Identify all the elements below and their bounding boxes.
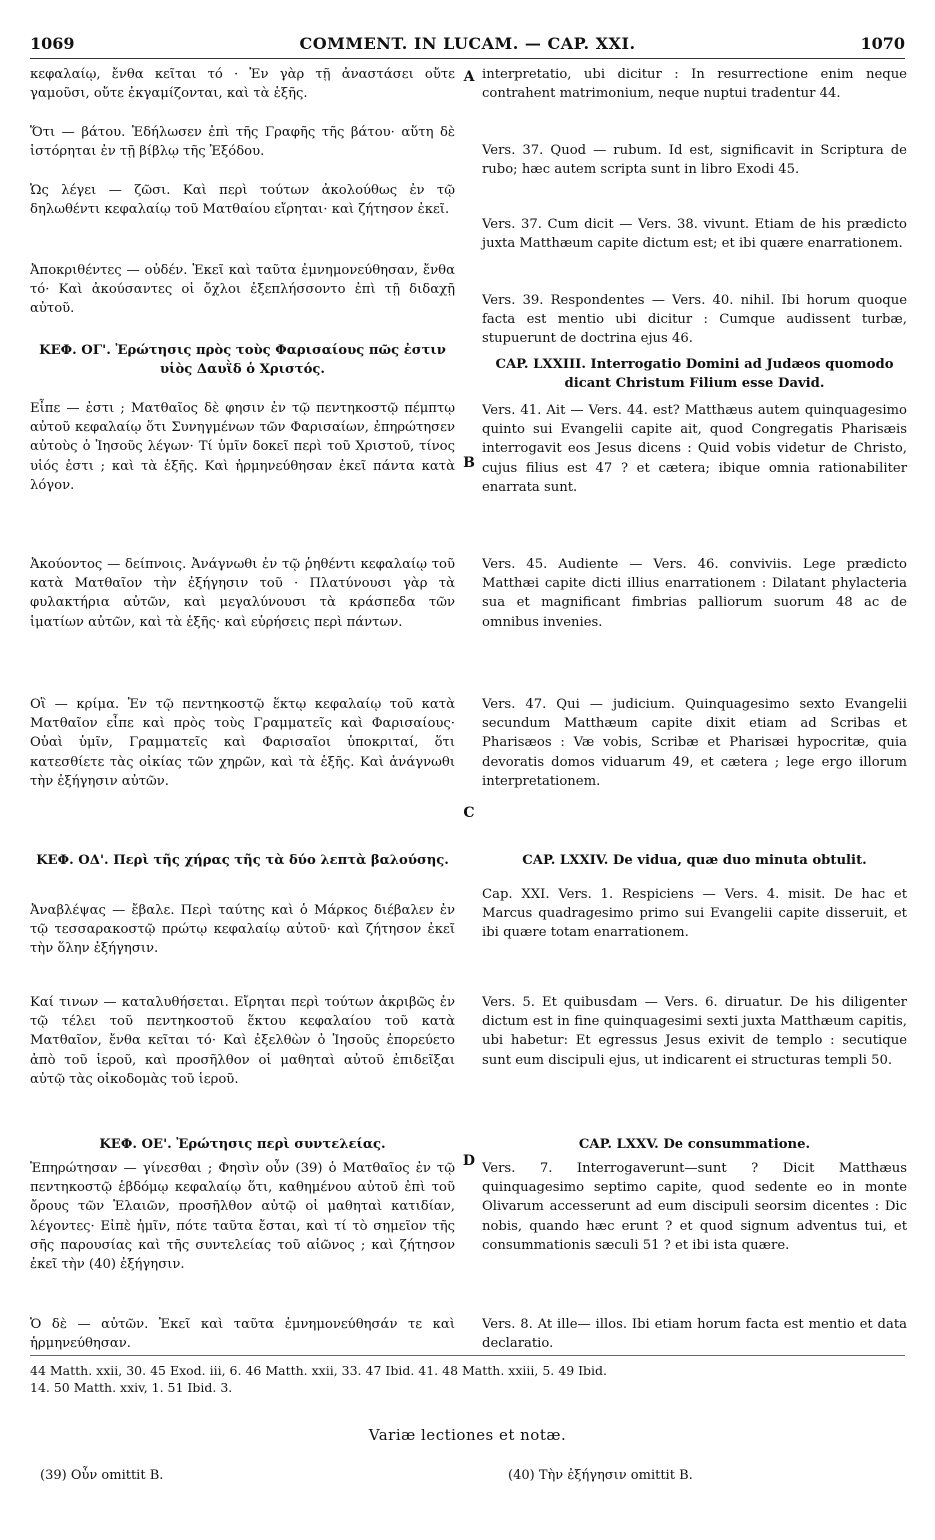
greek-chapter-heading: ΚΕΦ. ΟΔ'. Περὶ τῆς χήρας τῆς τὰ δύο λεπτὰ βαλούσης. (36, 853, 449, 868)
margin-letter-a: A (463, 69, 475, 85)
greek-paragraph: Ὅτι — βάτου. Ἐδήλωσεν ἐπὶ τῆς Γραφῆς τῆς βάτου· αὕτη δὲ ἱστόρηται ἐν τῇ βίβλῳ τῆς Ἐξόδου. (30, 125, 455, 160)
latin-paragraph: interpretatio, ubi dicitur : In resurrectione enim neque contrahent matrimonium, neque nuptui tradentur 44. (482, 67, 907, 102)
margin-letter-c: C (463, 805, 475, 821)
latin-chapter-heading: CAP. LXXV. De consummatione. (578, 1137, 811, 1152)
latin-paragraph: Vers. 8. At ille— illos. Ibi etiam horum facta est mentio et data declaratio. (482, 1317, 907, 1352)
latin-paragraph: Vers. 41. Ait — Vers. 44. est? Matthæus autem quinquagesimo quinto sui Evangelii capite ait, quod Congregatis Pharisæis interrogavit eos Jesus dicens : Quid vobis videtur de Christo, cujus filius est 47 ? et cætera; ibique omnia rationabiliter enarrata sunt. (482, 403, 907, 495)
variant-note-39: (39) Οὖν omittit B. (40, 1468, 164, 1483)
latin-paragraph: Vers. 47. Qui — judicium. Quinquagesimo sexto Evangelii secundum Matthæum capite dixit etiam ad Scribas et Pharisæos : Væ vobis, Scribæ et Pharisæi hypocritæ, quia devoratis domos viduarum 49, et cætera ; lege ergo illorum interpretationem. (482, 697, 907, 789)
latin-paragraph: Vers. 37. Quod — rubum. Id est, significavit in Scriptura de rubo; hæc autem scripta sunt in libro Exodi 45. (482, 143, 907, 178)
greek-paragraph: Οἳ — κρίμα. Ἐν τῷ πεντηκοστῷ ἕκτῳ κεφαλαίῳ τοῦ κατὰ Ματθαῖον εἶπε καὶ πρὸς τοὺς Γραμματεῖς καὶ Φαρισαίους· Οὐαὶ ὑμῖν, Γραμματεῖς καὶ Φαρισαῖοι ὑποκριταί, ὅτι κατεσθίετε τὰς οἰκίας τῶν χηρῶν, καὶ τὰ ἑξῆς. Καὶ ἀνάγνωθι τὴν ἐξήγησιν αὐτῶν. (30, 697, 455, 789)
page-title: COMMENT. IN LUCAM. — CAP. XXI. (299, 34, 636, 53)
variae-lectiones-heading: Variæ lectiones et notæ. (368, 1426, 567, 1444)
greek-paragraph: Ἀναβλέψας — ἔβαλε. Περὶ ταύτης καὶ ὁ Μάρκος διέβαλεν ἐν τῷ τεσσαρακοστῷ πρώτῳ κεφαλαίῳ αὐτοῦ· καὶ ζήτησον ἐκεῖ τὴν ὅλην ἐξήγησιν. (30, 903, 455, 957)
greek-paragraph: Εἶπε — ἐστι ; Ματθαῖος δὲ φησιν ἐν τῷ πεντηκοστῷ πέμπτῳ αὐτοῦ κεφαλαίῳ ὅτι Συνηγμένων τῶν Φαρισαίων, ἐπηρώτησεν αὐτοὺς ὁ Ἰησοῦς λέγων· Τί ὑμῖν δοκεῖ περὶ τοῦ Χριστοῦ, τίνος υἱός ἐστι ; καὶ τὰ ἑξῆς. Καὶ ἡρμηνεύθησαν ἐκεῖ πάντα κατὰ λόγον. (30, 401, 455, 493)
latin-chapter-heading: CAP. LXXIV. De vidua, quæ duo minuta obtulit. (522, 853, 867, 868)
footnote-line: 14. 50 Matth. xxiv, 1. 51 Ibid. 3. (30, 1380, 233, 1395)
greek-paragraph: Ὁ δὲ — αὐτῶν. Ἐκεῖ καὶ ταῦτα ἐμνημονεύθησάν τε καὶ ἡρμηνεύθησαν. (30, 1317, 455, 1352)
latin-paragraph: Vers. 39. Respondentes — Vers. 40. nihil. Ibi horum quoque facta est mentio ubi dicitur : Cumque audissent turbæ, stupuerunt de doctrina ejus 46. (482, 293, 907, 347)
text-columns (30, 65, 905, 1365)
greek-paragraph: Ἐπηρώτησαν — γίνεσθαι ; Φησὶν οὖν (39) ὁ Ματθαῖος ἐν τῷ πεντηκοστῷ ἑβδόμῳ κεφαλαίῳ ὅτι, καθημένου αὐτοῦ ἐπὶ τοῦ ὄρους τῶν Ἐλαιῶν, προσῆλθον αὐτῷ οἱ μαθηταὶ κατιδίαν, λέγοντες· Εἰπὲ ἡμῖν, πότε ταῦτα ἔσται, καὶ τί τὸ σημεῖον τῆς σῆς παρουσίας καὶ τῆς συντελείας τοῦ αἰῶνος ; καὶ ζήτησον ἐκεῖ τὴν (40) ἐξήγησιν. (30, 1161, 455, 1273)
latin-paragraph: Vers. 5. Et quibusdam — Vers. 6. diruatur. De his diligenter dictum est in fine quinquagesimi sexti juxta Matthæum capitis, ubi habetur: Et egressus Jesus exivit de templo : secutique sunt eum discipuli ejus, ut indicarent ei structuras templi 50. (482, 995, 907, 1068)
latin-paragraph: Vers. 7. Interrogaverunt—sunt ? Dicit Matthæus quinquagesimo septimo capite, quod sedente eo in monte Olivarum accesserunt ad eum discipuli seorsim dicentes : Dic nobis, quando hæc erunt ? et quod signum adventus tui, et consummationis sæculi 51 ? et ibi ista quære. (482, 1161, 907, 1253)
greek-chapter-heading: ΚΕΦ. ΟΓ'. Ἐρώτησις πρὸς τοὺς Φαρισαίους πῶς ἐστιν υἱὸς Δαυῒδ ὁ Χριστός. (39, 343, 446, 378)
greek-paragraph: Ὡς λέγει — ζῶσι. Καὶ περὶ τούτων ἀκολούθως ἐν τῷ δηλωθέντι κεφαλαίῳ τοῦ Ματθαίου εἴρηται· καὶ ζήτησον ἐκεῖ. (30, 183, 455, 218)
margin-letter-b: B (463, 455, 475, 471)
greek-paragraph: κεφαλαίῳ, ἔνθα κεῖται τό · Ἐν γὰρ τῇ ἀναστάσει οὔτε γαμοῦσι, οὔτε ἐκγαμίζονται, καὶ τὰ ἑξῆς. (30, 67, 455, 102)
margin-letter-d: D (462, 1153, 476, 1169)
greek-paragraph: Καί τινων — καταλυθήσεται. Εἴρηται περὶ τούτων ἀκριβῶς ἐν τῷ τέλει τοῦ πεντηκοστοῦ ἕκτου κεφαλαίου τοῦ κατὰ Ματθαῖον, ἔνθα κεῖται τό· Καὶ ἐξελθὼν ὁ Ἰησοῦς ἐπορεύετο ἀπὸ τοῦ ἱεροῦ, καὶ προσῆλθον οἱ μαθηταὶ αὐτοῦ ἐπιδεῖξαι αὐτῷ τὰς οἰκοδομὰς τοῦ ἱεροῦ. (30, 995, 455, 1087)
variant-note-40: (40) Τὴν ἐξήγησιν omittit B. (508, 1468, 693, 1483)
page-number-right: 1070 (860, 34, 905, 53)
greek-paragraph: Ἀκούοντος — δείπνοις. Ἀνάγνωθι ἐν τῷ ῥηθέντι κεφαλαίῳ τοῦ κατὰ Ματθαῖον τὴν ἐξήγησιν τοῦ · Πλατύνουσι γὰρ τὰ φυλακτήρια αὐτῶν, καὶ μεγαλύνουσι τὰ κράσπεδα τῶν ἱματίων αὐτῶν, καὶ τὰ ἑξῆς· καὶ εὑρήσεις περὶ πάντων. (30, 557, 455, 630)
latin-paragraph: Cap. XXI. Vers. 1. Respiciens — Vers. 4. misit. De hac et Marcus quadragesimo primo sui Evangelii capite disseruit, et ibi quære totam enarrationem. (482, 887, 907, 941)
latin-chapter-heading: CAP. LXXIII. Interrogatio Domini ad Judæos quomodo dicant Christum Filium esse David. (495, 357, 894, 392)
running-head (30, 30, 905, 59)
greek-chapter-heading: ΚΕΦ. ΟΕ'. Ἐρώτησις περὶ συντελείας. (99, 1137, 386, 1152)
footnotes (30, 1362, 905, 1396)
latin-paragraph: Vers. 45. Audiente — Vers. 46. conviviis. Lege prædicto Matthæi capite dicti illius enarrationem : Dilatant phylacteria sua et magnificant fimbrias palliorum suorum 48 ac de omnibus invenies. (482, 557, 907, 630)
footnote-divider (30, 1355, 905, 1356)
page-number-left: 1069 (30, 34, 75, 53)
page (30, 30, 905, 1365)
greek-paragraph: Ἀποκριθέντες — οὐδέν. Ἐκεῖ καὶ ταῦτα ἐμνημονεύθησαν, ἔνθα τό· Καὶ ἀκούσαντες οἱ ὄχλοι ἐξεπλήσσοντο ἐπὶ τῇ διδαχῇ αὐτοῦ. (30, 263, 455, 317)
footnote-line: 44 Matth. xxii, 30. 45 Exod. iii, 6. 46 Matth. xxii, 33. 47 Ibid. 41. 48 Matth. xxiii, 5. 49 Ibid. (30, 1363, 608, 1378)
latin-paragraph: Vers. 37. Cum dicit — Vers. 38. vivunt. Etiam de his prædicto juxta Matthæum capite dictum est; et ibi quære enarrationem. (482, 217, 907, 252)
